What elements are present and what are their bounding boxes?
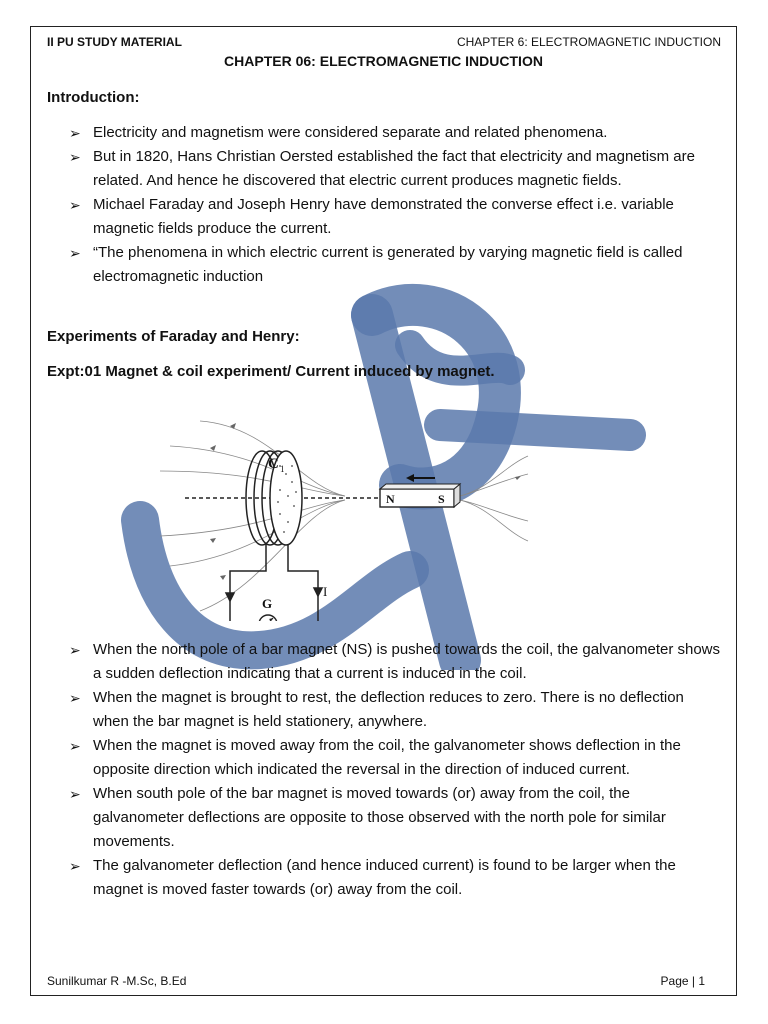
list-item: ➢ But in 1820, Hans Christian Oersted established the fact that electricity and magnetism are related. And hence he discovered that electric current produces magnetic fields. [47, 145, 723, 193]
list-item: ➢ Michael Faraday and Joseph Henry have demonstrated the converse effect i.e. variable magnetic fields produce the current. [47, 193, 723, 241]
footer-author: Sunilkumar R -M.Sc, B.Ed [47, 974, 187, 988]
magnet-coil-diagram [150, 396, 530, 621]
document-page [30, 26, 737, 996]
south-pole-label: S [438, 492, 445, 506]
arrow-bullet-icon: ➢ [69, 690, 81, 706]
arrow-bullet-icon: ➢ [69, 197, 81, 213]
arrow-bullet-icon: ➢ [69, 642, 81, 658]
coil-label: C [268, 456, 279, 472]
arrow-bullet-icon: ➢ [69, 738, 81, 754]
intro-list [47, 121, 723, 289]
list-item: ➢ When south pole of the bar magnet is moved towards (or) away from the coil, the galvanometer deflections are opposite to those observed with the north pole for similar movements. [47, 782, 723, 854]
list-item: ➢ When the magnet is brought to rest, the deflection reduces to zero. There is no deflection when the bar magnet is held stationery, anywhere. [47, 686, 723, 734]
arrow-bullet-icon: ➢ [69, 149, 81, 165]
north-pole-label: N [386, 492, 395, 506]
list-item: ➢ Electricity and magnetism were considered separate and related phenomena. [47, 121, 723, 145]
expt-heading: Expt:01 Magnet & coil experiment/ Current induced by magnet. [47, 363, 495, 380]
header-right: CHAPTER 6: ELECTROMAGNETIC INDUCTION [456, 35, 721, 49]
circuit-wires [226, 544, 322, 621]
list-item: ➢ The galvanometer deflection (and hence induced current) is found to be larger when the magnet is moved faster towards (or) away from the coil. [47, 854, 723, 902]
arrow-bullet-icon: ➢ [69, 125, 81, 141]
arrow-bullet-icon: ➢ [69, 858, 81, 874]
intro-heading: Introduction: [47, 89, 140, 106]
observations-list [47, 638, 723, 902]
arrow-bullet-icon: ➢ [69, 245, 81, 261]
list-item: ➢ When the north pole of a bar magnet (NS) is pushed towards the coil, the galvanometer shows a sudden deflection indicating that a current is induced in the coil. [47, 638, 723, 686]
motion-arrow-icon [406, 474, 435, 482]
list-item: ➢ When the magnet is moved away from the coil, the galvanometer shows deflection in the opposite direction which indicated the reversal in the direction of induced current. [47, 734, 723, 782]
coil-subscript: 1 [280, 464, 285, 474]
header-left: II PU STUDY MATERIAL [47, 35, 182, 49]
arrow-bullet-icon: ➢ [69, 786, 81, 802]
galvanometer-label: G [262, 596, 273, 611]
current-label: I [323, 584, 328, 599]
galvanometer-icon [259, 615, 277, 621]
list-item: ➢ “The phenomena in which electric current is generated by varying magnetic field is called electromagnetic induction [47, 241, 723, 289]
footer-page-number: Page | 1 [660, 974, 705, 988]
experiments-heading: Experiments of Faraday and Henry: [47, 328, 300, 345]
page-title: CHAPTER 06: ELECTROMAGNETIC INDUCTION [224, 53, 543, 69]
